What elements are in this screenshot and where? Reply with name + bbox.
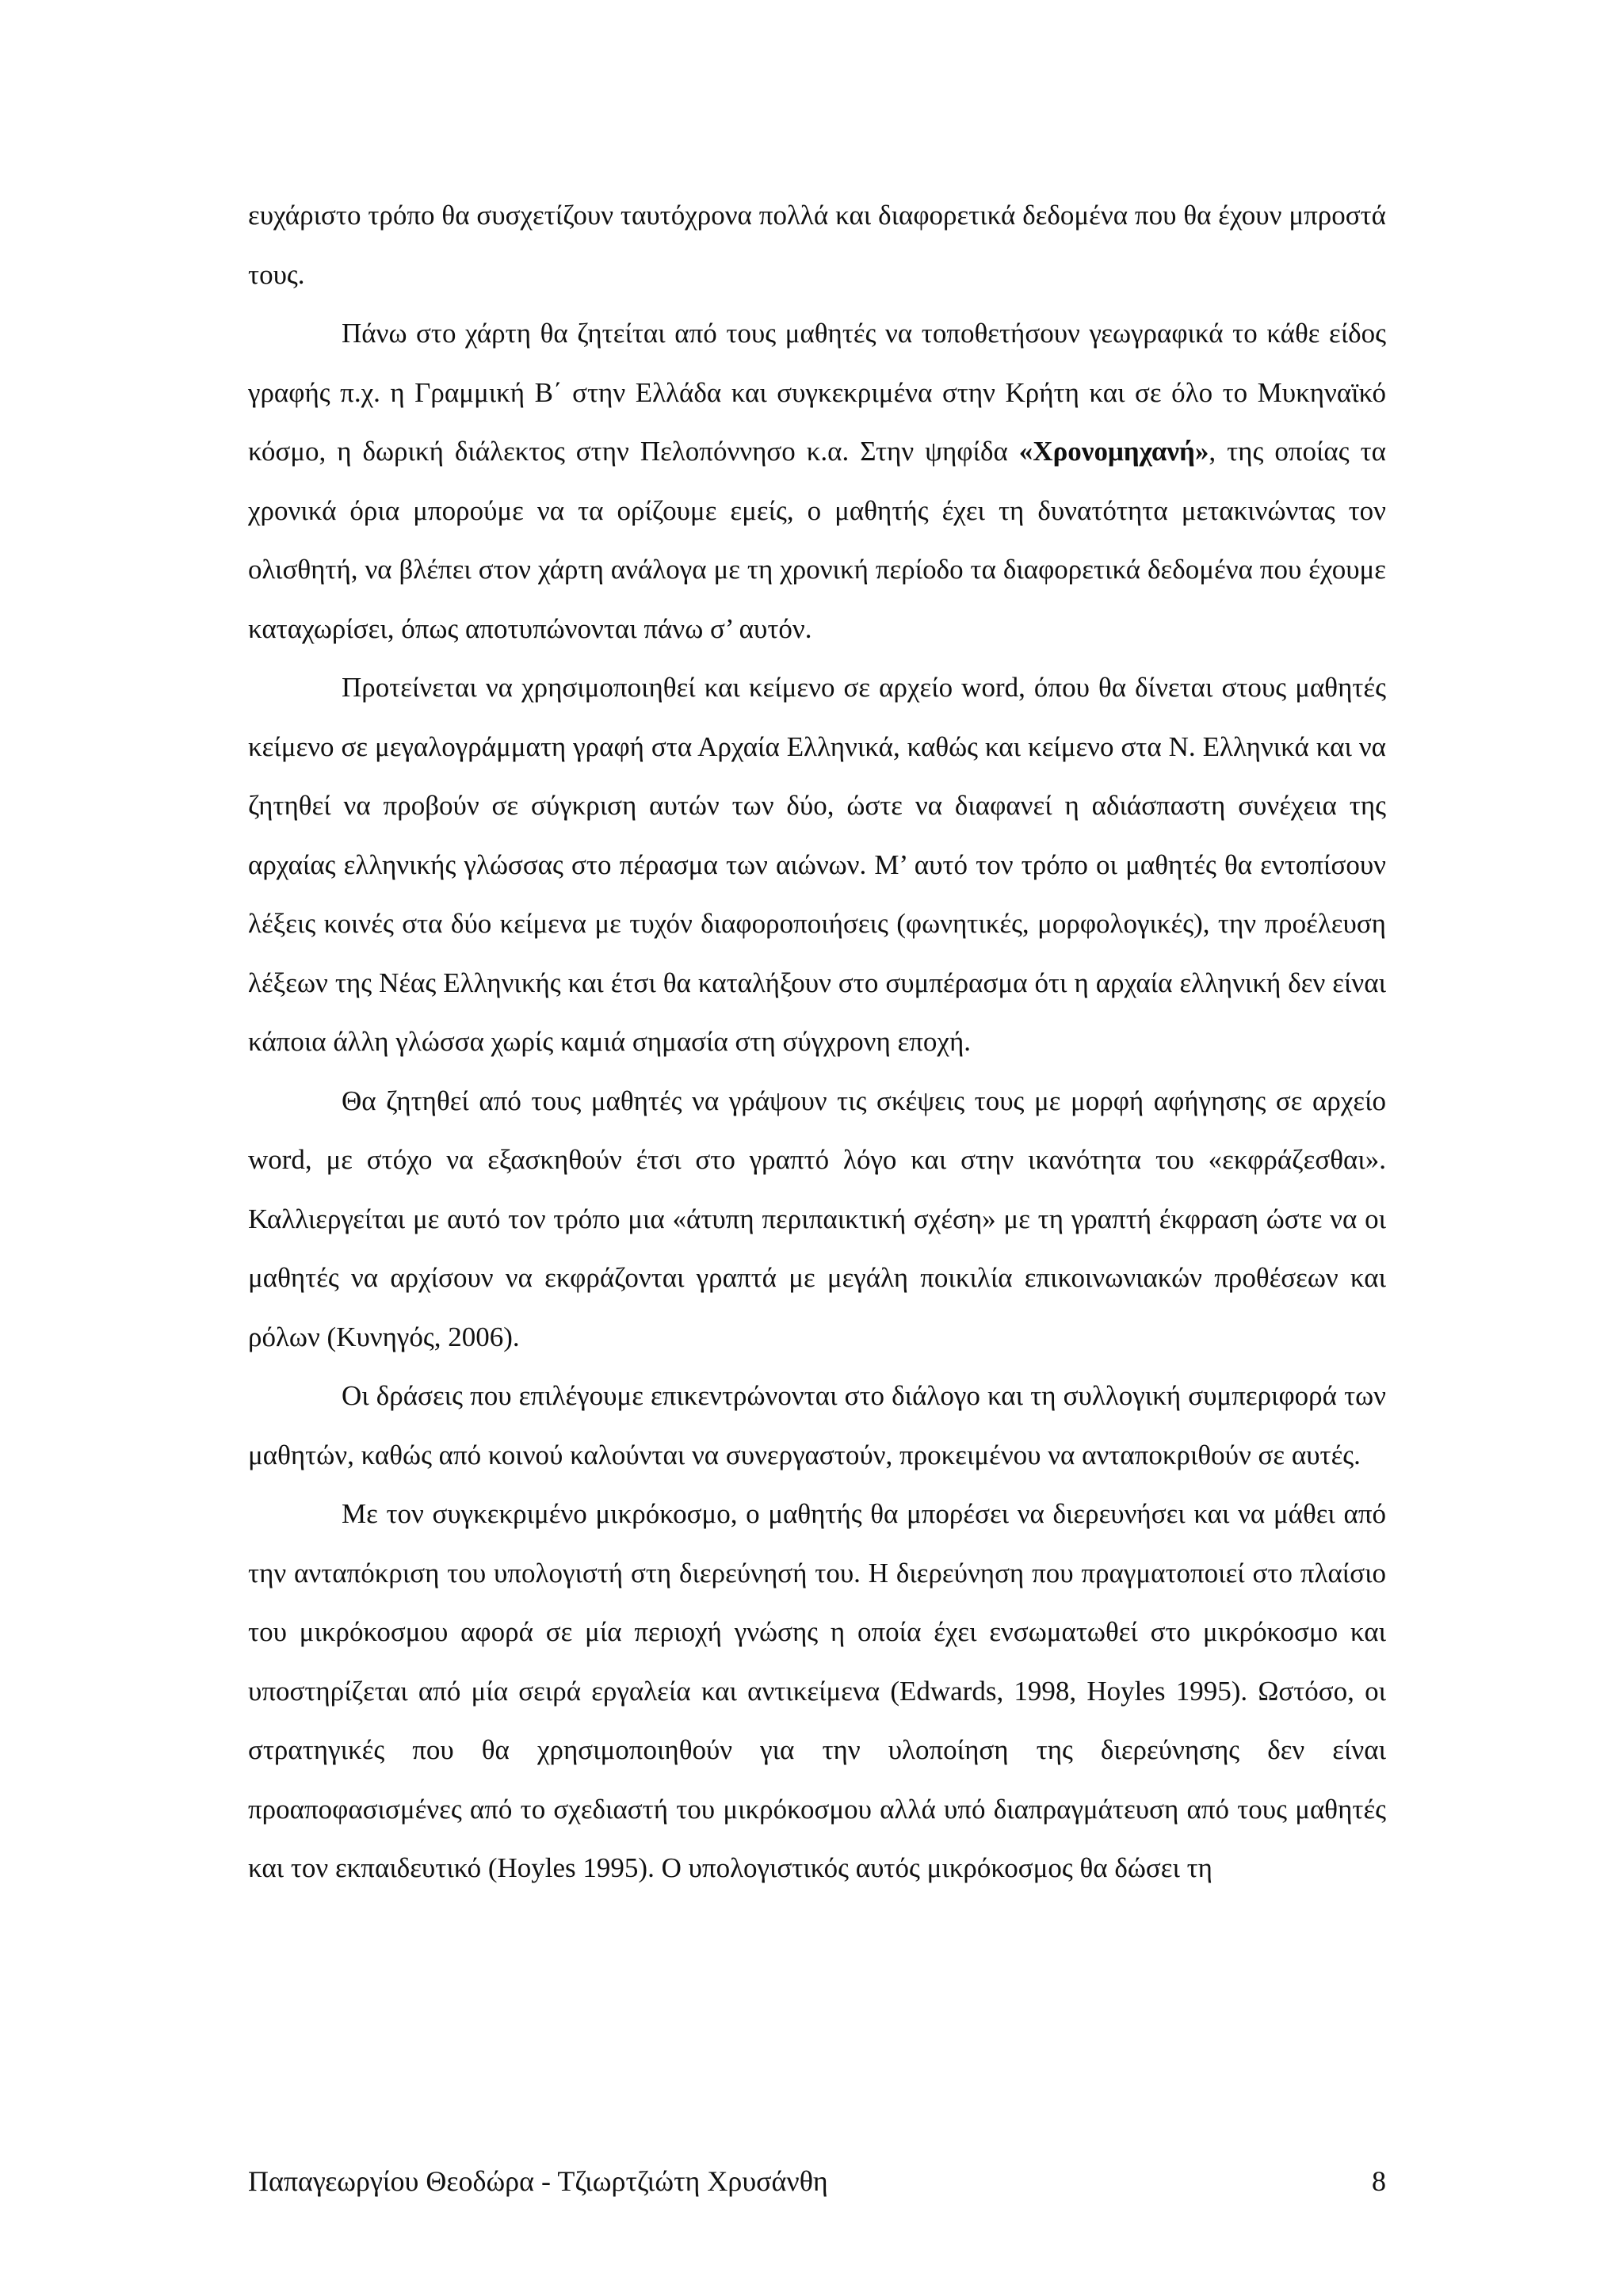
body-text — [248, 186, 1386, 1898]
paragraph-2 — [248, 304, 1386, 658]
paragraph-3: Προτείνεται να χρησιμοποιηθεί και κείμενο σε αρχείο word, όπου θα δίνεται στους μαθητές κείμενο σε μεγαλογράμματη γραφή στα Αρχαία Ελληνικά, καθώς και κείμενο στα Ν. Ελληνικά και να ζητηθεί να προβούν σε σύγκριση αυτών των δύο, ώστε να διαφανεί η αδιάσπαστη συνέχεια της αρχαίας ελληνικής γλώσσας στο πέρασμα των αιώνων. Μ’ αυτό τον τρόπο οι μαθητές θα εντοπίσουν λέξεις κοινές στα δύο κείμενα με τυχόν διαφοροποιήσεις (φωνητικές, μορφολογικές), την προέλευση λέξεων της Νέας Ελληνικής και έτσι θα καταλήξουν στο συμπέρασμα ότι η αρχαία ελληνική δεν είναι κάποια άλλη γλώσσα χωρίς καμιά σημασία στη σύγχρονη εποχή. — [248, 672, 1386, 1057]
paragraph-1: ευχάριστο τρόπο θα συσχετίζουν ταυτόχρονα πολλά και διαφορετικά δεδομένα που θα έχουν μπροστά τους. — [248, 200, 1386, 290]
paragraph-2-end: , της οποίας τα χρονικά όρια μπορούμε να τα ορίζουμε εμείς, ο μαθητής έχει τη δυνατότητα μετακινώντας τον ολισθητή, να βλέπει στον χάρτη ανάλογα με τη χρονική περίοδο τα διαφορετικά δεδομένα που έχουμε καταχωρίσει, όπως αποτυπώνονται πάνω σ’ αυτόν. — [248, 436, 1386, 644]
paragraph-6: Με τον συγκεκριμένο μικρόκοσμο, ο μαθητής θα μπορέσει να διερευνήσει και να μάθει από την ανταπόκριση του υπολογιστή στη διερεύνησή του. Η διερεύνηση που πραγματοποιεί στο πλαίσιο του μικρόκοσμου αφορά σε μία περιοχή γνώσης η οποία έχει ενσωματωθεί στο μικρόκοσμο και υποστηρίζεται από μία σειρά εργαλεία και αντικείμενα (Edwards, 1998, Hoyles 1995). Ωστόσο, οι στρατηγικές που θα χρησιμοποιηθούν για την υλοποίηση της διερεύνησης δεν είναι προαποφασισμένες από το σχεδιαστή του μικρόκοσμου αλλά υπό διαπραγμάτευση από τους μαθητές και τον εκπαιδευτικό (Hoyles 1995). Ο υπολογιστικός αυτός μικρόκοσμος θα δώσει τη — [248, 1498, 1386, 1883]
term-chronomichani: «Χρονομηχανή» — [1018, 436, 1209, 467]
page-number: 8 — [1372, 2165, 1386, 2197]
paragraph-5: Οι δράσεις που επιλέγουμε επικεντρώνονται στο διάλογο και τη συλλογική συμπεριφορά των μαθητών, καθώς από κοινού καλούνται να συνεργαστούν, προκειμένου να ανταποκριθούν σε αυτές. — [248, 1380, 1386, 1470]
page-footer — [248, 2164, 1386, 2198]
paragraph-2-start: Πάνω στο χάρτη θα ζητείται από τους μαθητές να τοποθετήσουν γεωγραφικά το κάθε είδος γραφής π.χ. η Γραμμική Β΄ στην Ελλάδα και συγκεκριμένα στην Κρήτη και σε όλο το Μυκηναϊκό κόσμο, η δωρική διάλεκτος στην Πελοπόννησο κ.α. Στην ψηφίδα — [248, 318, 1386, 467]
paragraph-4: Θα ζητηθεί από τους μαθητές να γράψουν τις σκέψεις τους με μορφή αφήγησης σε αρχείο word, με στόχο να εξασκηθούν έτσι στο γραπτό λόγο και στην ικανότητα του «εκφράζεσθαι». Καλλιεργείται με αυτό τον τρόπο μια «άτυπη περιπαικτική σχέση» με τη γραπτή έκφραση ώστε να οι μαθητές να αρχίσουν να εκφράζονται γραπτά με μεγάλη ποικιλία επικοινωνιακών προθέσεων και ρόλων (Κυνηγός, 2006). — [248, 1085, 1386, 1352]
footer-authors: Παπαγεωργίου Θεοδώρα - Τζιωρτζιώτη Χρυσάνθη — [248, 2165, 828, 2197]
